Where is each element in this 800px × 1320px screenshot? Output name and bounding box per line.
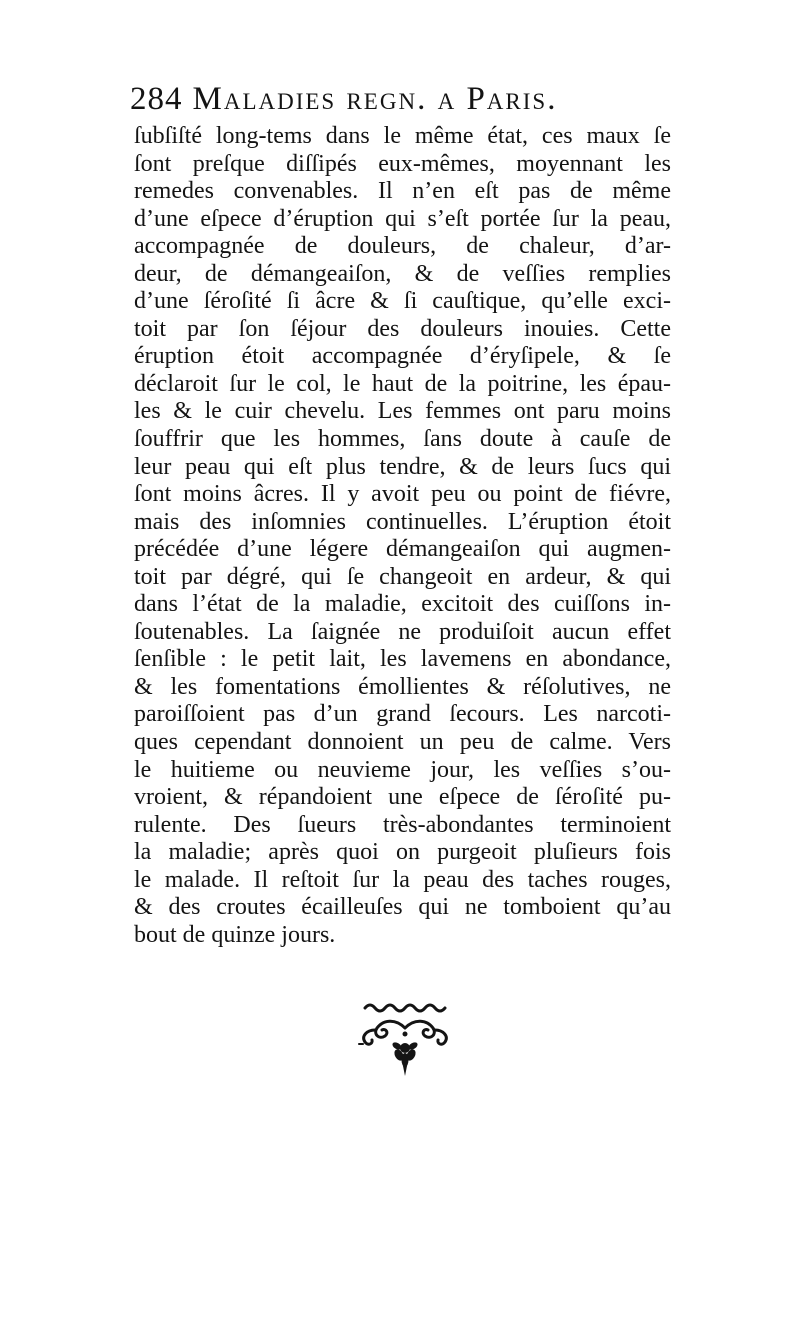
text-line: le huitieme ou neuvieme jour, les veſſies s’ou- bbox=[134, 756, 671, 783]
text-line: accompagnée de douleurs, de chaleur, d’ar- bbox=[134, 233, 671, 260]
text-line: & les fomentations émollientes & réſolutives, ne bbox=[134, 673, 671, 700]
text-line: bout de quinze jours. bbox=[134, 921, 336, 948]
text-line: les & le cuir chevelu. Les femmes ont paru moins bbox=[134, 398, 671, 425]
running-head bbox=[130, 78, 670, 120]
text-line: paroiſſoient pas d’un grand ſecours. Les narcoti- bbox=[134, 701, 671, 728]
body-text bbox=[134, 123, 671, 949]
text-line: vroient, & répandoient une eſpece de ſéroſité pu- bbox=[134, 784, 671, 811]
text-line: précédée d’une légere démangeaiſon qui augmen- bbox=[134, 536, 671, 563]
text-line: éruption étoit accompagnée d’éryſipele, & ſe bbox=[134, 343, 671, 370]
text-line: toit par ſon ſéjour des douleurs inouies. Cette bbox=[134, 315, 671, 342]
text-line: ſenſible : le petit lait, les lavemens en abondance, bbox=[134, 646, 671, 673]
floral-tailpiece-ornament-icon bbox=[355, 1000, 455, 1080]
text-line: & des croutes écailleuſes qui ne tomboient qu’au bbox=[134, 894, 671, 921]
text-line: la maladie; après quoi on purgeoit pluſieurs fois bbox=[134, 839, 671, 866]
page-number: 284 bbox=[130, 81, 183, 117]
text-line: ſont moins âcres. Il y avoit peu ou point de fiévre, bbox=[134, 481, 671, 508]
text-line: ques cependant donnoient un peu de calme. Vers bbox=[134, 729, 671, 756]
text-line: ſouffrir que les hommes, ſans doute à cauſe de bbox=[134, 426, 671, 453]
text-line: leur peau qui eſt plus tendre, & de leurs ſucs qui bbox=[134, 453, 671, 480]
text-line: mais des inſomnies continuelles. L’éruption étoit bbox=[134, 508, 671, 535]
text-line: déclaroit ſur le col, le haut de la poitrine, les épau- bbox=[134, 370, 671, 397]
text-line: rulente. Des ſueurs très-abondantes terminoient bbox=[134, 811, 671, 838]
text-line: toit par dégré, qui ſe changeoit en ardeur, & qui bbox=[134, 563, 671, 590]
running-title: Maladies regn. a Paris. bbox=[192, 81, 558, 117]
text-line: deur, de démangeaiſon, & de veſſies remplies bbox=[134, 260, 671, 287]
text-line: ſont preſque diſſipés eux-mêmes, moyennant les bbox=[134, 150, 671, 177]
text-line: ſubſiſté long-tems dans le même état, ces maux ſe bbox=[134, 123, 671, 149]
text-line: dans l’état de la maladie, excitoit des cuiſſons in- bbox=[134, 591, 671, 618]
text-line: ſoutenables. La ſaignée ne produiſoit aucun effet bbox=[134, 618, 671, 645]
text-line: d’une ſéroſité ſi âcre & ſi cauſtique, qu’elle exci- bbox=[134, 288, 671, 315]
text-line: d’une eſpece d’éruption qui s’eſt portée ſur la peau, bbox=[134, 205, 671, 232]
text-line: remedes convenables. Il n’en eſt pas de même bbox=[134, 178, 671, 205]
text-line: le malade. Il reſtoit ſur la peau des taches rouges, bbox=[134, 866, 671, 893]
